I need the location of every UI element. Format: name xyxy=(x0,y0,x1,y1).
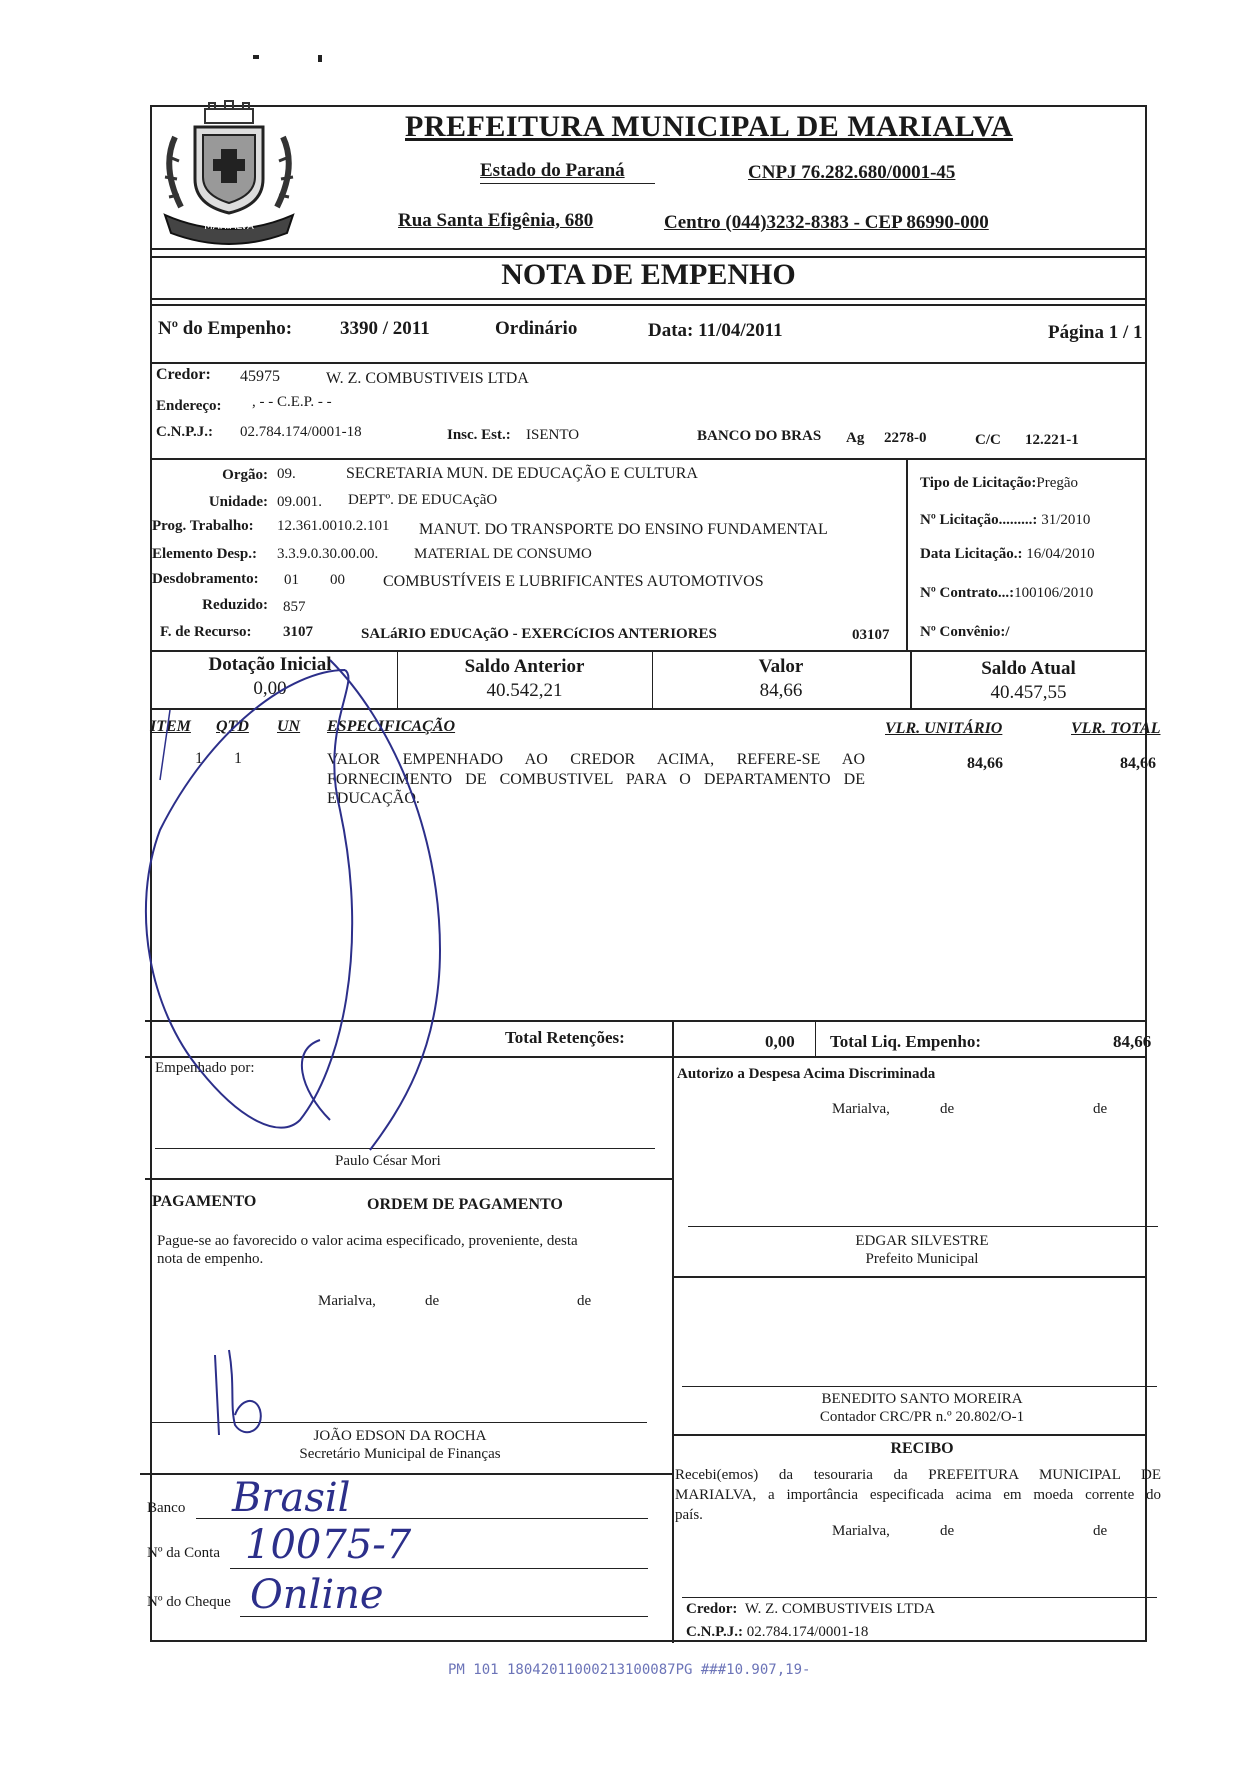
divider xyxy=(815,1020,816,1056)
divider xyxy=(480,183,655,184)
divider xyxy=(906,458,908,650)
signature-line xyxy=(688,1226,1158,1227)
autorizo-de: de xyxy=(940,1101,955,1117)
licitacao-num-label: Nº Licitação.........: xyxy=(920,512,1038,528)
saldo-anterior-label: Saldo Anterior xyxy=(464,656,585,677)
pagamento-de: de xyxy=(425,1293,440,1309)
total-retencoes-value: 0,00 xyxy=(765,1032,795,1051)
recibo-credor-value: W. Z. COMBUSTIVEIS LTDA xyxy=(744,1601,936,1617)
empenho-num-value: 3390 / 2011 xyxy=(340,318,430,339)
fonte-code: 3107 xyxy=(283,624,313,640)
scan-mark xyxy=(253,55,259,59)
divider xyxy=(145,1178,672,1180)
recibo-text: MARIALVA, a importância especificada acima em moeda corrente do xyxy=(675,1487,1161,1503)
credor-code: 45975 xyxy=(240,368,280,385)
pagamento-city: Marialva, xyxy=(318,1293,376,1309)
col-especificacao: ESPECIFICAÇÃO xyxy=(327,718,456,735)
pagamento-text: nota de empenho. xyxy=(157,1251,264,1267)
cnpj-label: C.N.P.J.: xyxy=(156,424,213,440)
contrato-label: Nº Contrato...: xyxy=(920,585,1015,601)
desdobramento-code: 00 xyxy=(330,572,345,588)
divider xyxy=(150,304,1147,306)
credor-name: W. Z. COMBUSTIVEIS LTDA xyxy=(326,370,529,387)
coat-of-arms-logo xyxy=(155,97,303,249)
prog-desc: MANUT. DO TRANSPORTE DO ENSINO FUNDAMENTAL xyxy=(419,521,828,538)
page-title: PREFEITURA MUNICIPAL DE MARIALVA xyxy=(405,110,1014,143)
row-desc-line: FORNECIMENTO DE COMBUSTIVEL PARA O DEPARTAMENTO DE xyxy=(327,771,865,788)
svg-text:MARIALVA: MARIALVA xyxy=(204,221,254,232)
fonte-num: 03107 xyxy=(852,627,890,643)
contact-label: Centro (044)3232-8383 - CEP 86990-000 xyxy=(664,212,989,233)
contrato-value: 100106/2010 xyxy=(1014,585,1094,601)
prefeito-role: Prefeito Municipal xyxy=(865,1251,979,1267)
autorizo-city: Marialva, xyxy=(832,1101,890,1117)
recibo-credor-label: Credor: xyxy=(686,1601,738,1617)
licitacao-data-label: Data Licitação.: xyxy=(920,546,1023,562)
licitacao-num-value: 31/2010 xyxy=(1041,512,1091,528)
cheque-handwritten: Online xyxy=(250,1572,384,1618)
orgao-code: 09. xyxy=(277,466,296,482)
row-vlr-unitario: 84,66 xyxy=(967,755,1003,772)
agencia-value: 2278-0 xyxy=(884,430,927,446)
saldo-atual-label: Saldo Atual xyxy=(981,658,1076,679)
recibo-text: Recebi(emos) da tesouraria da PREFEITURA MUNICIPAL DE xyxy=(675,1467,1161,1483)
valor-value: 84,66 xyxy=(759,680,803,701)
col-vlr-total: VLR. TOTAL xyxy=(1071,720,1161,737)
cnpj-header: CNPJ 76.282.680/0001-45 xyxy=(748,162,956,183)
licitacao-data-value: 16/04/2010 xyxy=(1026,546,1095,562)
dotacao-inicial-value: 0,00 xyxy=(253,678,287,699)
pen-initials xyxy=(205,1345,275,1445)
prog-code: 12.361.0010.2.101 xyxy=(277,518,390,534)
scan-mark xyxy=(318,55,322,62)
row-vlr-total: 84,66 xyxy=(1120,755,1156,772)
total-retencoes-label: Total Retenções: xyxy=(505,1028,625,1047)
divider xyxy=(150,362,1147,364)
licitacao-tipo-value: Pregão xyxy=(1036,475,1079,491)
divider xyxy=(672,1020,674,1643)
reduzido-value: 857 xyxy=(283,599,306,615)
contador-role: Contador CRC/PR n.º 20.802/O-1 xyxy=(819,1409,1025,1425)
footer-stamp: PM 101 18042011000213100087PG ###10.907,19- xyxy=(448,1662,811,1678)
empenho-num-label: Nº do Empenho: xyxy=(158,318,293,339)
signature-line xyxy=(682,1386,1157,1387)
licitacao-tipo-label: Tipo de Licitação: xyxy=(920,475,1037,491)
reduzido-label: Reduzido: xyxy=(202,597,268,613)
unidade-label: Unidade: xyxy=(208,494,268,510)
conta-handwritten: 10075-7 xyxy=(245,1522,412,1568)
recibo-text: país. xyxy=(675,1507,703,1523)
divider xyxy=(140,1473,672,1475)
divider xyxy=(150,458,1147,460)
recibo-cnpj-label: C.N.P.J.: xyxy=(686,1624,743,1640)
doc-title: NOTA DE EMPENHO xyxy=(501,258,796,291)
elemento-code: 3.3.9.0.30.00.00. xyxy=(277,546,379,562)
empenhado-por-label: Empenhado por: xyxy=(155,1060,255,1076)
state-label: Estado do Paraná xyxy=(480,160,625,181)
elemento-desc: MATERIAL DE CONSUMO xyxy=(414,546,592,562)
dotacao-inicial-label: Dotação Inicial xyxy=(208,654,332,675)
divider xyxy=(672,1276,1147,1278)
empenho-data: Data: 11/04/2011 xyxy=(648,320,783,341)
row-desc-line: VALOR EMPENHADO AO CREDOR ACIMA, REFERE-SE AO xyxy=(327,751,865,768)
secretario-name: JOÃO EDSON DA ROCHA xyxy=(313,1428,487,1444)
address-label: Rua Santa Efigênia, 680 xyxy=(398,210,594,231)
recibo-de: de xyxy=(1093,1523,1108,1539)
cheque-label: Nº do Cheque xyxy=(147,1594,231,1610)
unidade-desc: DEPTº. DE EDUCAçãO xyxy=(348,492,498,508)
convenio-label: Nº Convênio:/ xyxy=(920,624,1010,640)
total-liq-value: 84,66 xyxy=(1113,1032,1152,1051)
col-qtd: QTD xyxy=(216,718,249,735)
recibo-city: Marialva, xyxy=(832,1523,890,1539)
orgao-desc: SECRETARIA MUN. DE EDUCAÇÃO E CULTURA xyxy=(346,465,698,482)
col-item: ITEM xyxy=(150,718,191,735)
credor-label: Credor: xyxy=(156,366,211,383)
conta-label: Nº da Conta xyxy=(147,1545,220,1561)
agencia-label: Ag xyxy=(846,430,865,446)
contador-name: BENEDITO SANTO MOREIRA xyxy=(821,1391,1023,1407)
endereco-label: Endereço: xyxy=(156,398,222,414)
total-liq-label: Total Liq. Empenho: xyxy=(830,1032,981,1051)
fonte-desc: SALáRIO EDUCAçãO - EXERCíCIOS ANTERIORES xyxy=(361,626,717,642)
saldo-anterior-value: 40.542,21 xyxy=(486,680,563,701)
pagamento-de: de xyxy=(577,1293,592,1309)
row-desc-line: EDUCAÇÃO. xyxy=(327,790,420,807)
cc-value: 12.221-1 xyxy=(1025,432,1079,448)
col-un: UN xyxy=(277,718,301,735)
banco-label: Banco xyxy=(147,1500,186,1516)
divider xyxy=(150,298,1147,300)
empenho-tipo: Ordinário xyxy=(495,318,578,339)
pagamento-text: Pague-se ao favorecido o valor acima especificado, proveniente, desta xyxy=(157,1233,578,1249)
insc-label: Insc. Est.: xyxy=(447,427,511,443)
pen-signature xyxy=(140,650,460,1170)
elemento-label: Elemento Desp.: xyxy=(152,546,257,562)
row-qtd: 1 xyxy=(234,750,242,767)
page-number: Página 1 / 1 xyxy=(1048,322,1143,343)
insc-value: ISENTO xyxy=(526,427,580,443)
prog-label: Prog. Trabalho: xyxy=(152,518,254,534)
recibo-cnpj-value: 02.784.174/0001-18 xyxy=(746,1624,869,1640)
pagamento-label: PAGAMENTO xyxy=(152,1193,257,1210)
orgao-label: Orgão: xyxy=(222,467,268,483)
banco-name: BANCO DO BRAS xyxy=(697,428,822,444)
empenhado-por-name: Paulo César Mori xyxy=(335,1153,441,1169)
recibo-title: RECIBO xyxy=(890,1440,954,1457)
unidade-code: 09.001. xyxy=(277,494,322,510)
field-line xyxy=(230,1568,648,1569)
signature-line xyxy=(682,1597,1157,1598)
saldo-atual-value: 40.457,55 xyxy=(990,682,1067,703)
valor-label: Valor xyxy=(758,656,804,677)
autorizo-de: de xyxy=(1093,1101,1108,1117)
banco-handwritten: Brasil xyxy=(232,1475,351,1521)
fonte-label: F. de Recurso: xyxy=(160,624,252,640)
autorizo-label: Autorizo a Despesa Acima Discriminada xyxy=(677,1066,936,1082)
divider xyxy=(672,1434,1147,1436)
divider xyxy=(150,248,1147,250)
desdobramento-code: 01 xyxy=(284,572,299,588)
prefeito-name: EDGAR SILVESTRE xyxy=(855,1233,989,1249)
cnpj-value: 02.784.174/0001-18 xyxy=(240,424,362,440)
col-vlr-unitario: VLR. UNITÁRIO xyxy=(885,720,1003,737)
recibo-de: de xyxy=(940,1523,955,1539)
secretario-role: Secretário Municipal de Finanças xyxy=(299,1446,501,1462)
endereco-value: , - - C.E.P. - - xyxy=(252,394,332,410)
desdobramento-desc: COMBUSTÍVEIS E LUBRIFICANTES AUTOMOTIVOS xyxy=(383,573,764,590)
ordem-pagamento-label: ORDEM DE PAGAMENTO xyxy=(367,1196,563,1213)
row-item: 1 xyxy=(195,750,203,767)
desdobramento-label: Desdobramento: xyxy=(152,571,259,587)
cc-label: C/C xyxy=(975,432,1001,448)
